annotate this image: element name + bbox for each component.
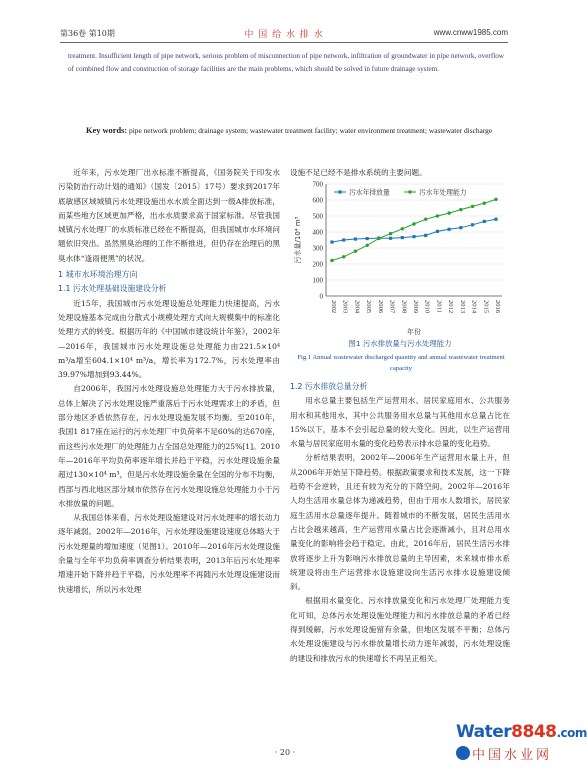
x-tick-label: 2005 — [365, 300, 373, 314]
x-tick-label: 2011 — [435, 300, 443, 313]
brand-water: Water — [456, 722, 512, 742]
data-point — [342, 238, 345, 241]
data-point — [401, 236, 404, 239]
paragraph: 从我国总体来看，污水处理设施建设对污水处理率的增长动力逐年减弱。2002年—2016年，污水处理设施建设速度总体略大于污水处理量的增加速度（见图1）。2010年—2016年污水处理设施余量与全年平均负荷率调查分析结果表明，2013年后污水处理率增速开始下降并趋于平稳，污水处理率不再随污水处理设施建设而快速增长，所以污水处理 — [58, 513, 280, 594]
data-point — [483, 202, 486, 205]
paragraph: 近15年，我国城市污水处理设施总处理能力快速提高，污水处理设施基本完成由分散式小规模处理方式向大规模集中的标准化处理方式的转变。根据历年的《中国城市建设统计年鉴》，2002年—2016年，我国城市污水处理设施总处理能力由221.5×10⁴ m³/a增至604.1×10⁴ m³/a，增长率为172.7%，污水处理率由39.97%增加到93.44%。 — [58, 298, 280, 380]
x-axis-label: 年份 — [407, 328, 421, 336]
section-heading: 1 城市水环境治理方向 — [58, 270, 138, 280]
data-point — [366, 237, 369, 240]
watermark-brand — [456, 722, 587, 742]
keywords — [86, 124, 504, 138]
figure-caption-en: Fig.1 Annual wastewater discharged quantity and annual wastewater treatment capacity — [297, 354, 505, 372]
x-tick-label: 2012 — [447, 300, 455, 314]
x-tick-label: 2014 — [470, 300, 478, 314]
data-point — [483, 220, 486, 223]
legend-marker — [338, 190, 341, 193]
x-tick-label: 2009 — [412, 300, 419, 314]
data-point — [354, 250, 357, 253]
brand-number: 8848 — [511, 722, 557, 742]
page-number: · 20 · — [274, 748, 296, 757]
watermark-subtitle: 中国水业网 — [472, 748, 553, 763]
y-tick-label: 0 — [319, 292, 323, 301]
data-point — [342, 255, 345, 258]
data-point — [389, 232, 392, 235]
data-point — [459, 226, 462, 229]
data-point — [471, 205, 474, 208]
y-tick-label: 300 — [312, 244, 323, 253]
legend-marker — [408, 190, 411, 193]
left-column — [58, 166, 280, 597]
data-point — [389, 237, 392, 240]
figure-caption-zh: 图1 污水排放量与污水处理能力 — [348, 339, 452, 348]
x-tick-label: 2008 — [400, 300, 408, 314]
subsection-heading: 1.1 污水处理基础设施建设分析 — [58, 284, 167, 294]
data-point — [436, 214, 439, 217]
paragraph: 分析结果表明，2002年—2006年生产运营用水量上升，但从2006年开始呈下降趋势。根据政策要求和技术发展，这一下降趋势不会逆转，且还有较为充分的下降空间。2002年—2016年人均生活用水量总体为递减趋势，但由于用水人数增长，居民家庭生活用水总量逐年提升。随着城市的不断发展，居民生活用水占比会越来越高，生产运营用水量占比会逐渐减小，且对总用水量变化的影响将会趋于稳定。由此，2016年后，居民生活污水排放将逐步上升为影响污水排放总量的主导因素，未来城市排水系统建设将由生产运营排水设施建设向生活污水排水设施建设倾斜。 — [290, 453, 510, 592]
y-axis-label: 污水量/10⁴ m³ — [294, 216, 302, 264]
right-column — [290, 380, 510, 666]
x-tick-label: 2015 — [482, 300, 490, 314]
keywords-text: pipe network problem; drainage system; wastewater treatment facility; water environment treatment; wastewater discharge — [129, 126, 493, 135]
volume-issue: 第36卷 第10期 — [60, 29, 115, 38]
data-point — [377, 237, 380, 240]
subsection-heading: 1.2 污水排放总量分析 — [290, 382, 368, 391]
keywords-label: Key words: — [86, 126, 128, 135]
data-point — [494, 218, 497, 221]
data-point — [354, 237, 357, 240]
x-tick-label: 2007 — [388, 300, 396, 314]
y-tick-label: 700 — [312, 180, 323, 189]
data-point — [447, 211, 450, 214]
legend-label: 污水年处理能力 — [419, 188, 467, 197]
data-point — [448, 228, 451, 231]
paragraph: 自2006年，我国污水处理设施总处理能力大于污水排放量，总体上解决了污水处理设施严重落后于污水处理需求上的矛盾，但部分地区矛盾依然存在，污水处理设施发展不均衡。至2010年，我国1 817座在运行的污水处理厂中负荷率不足60%的达670座，而这些污水处理厂的处理能力占全国总处理能力的25%[1]。2010年—2016年平均负荷率逐年增长并趋于平稳，污水处理设施余量超过130×10⁴ m³，但是污水处理设施余量在全国的分布不均衡，西部与西北地区部分城市依然存在污水处理设施总处理能力小于污水排放量的问题。 — [58, 384, 280, 508]
x-tick-label: 2006 — [376, 300, 384, 314]
paragraph: 设施不足已经不是排水系统的主要问题。 — [290, 168, 427, 177]
y-tick-label: 600 — [312, 196, 323, 205]
x-tick-label: 2016 — [494, 300, 501, 314]
data-point — [424, 218, 427, 221]
abstract-tail: treatment. Insufficient length of pipe network, serious problem of misconnection of pipe network, infiltration of groundwater in pipe network, overflow of combined flow and construction of storage facilities are the main problems, which should be solved in future drainage system. — [68, 52, 504, 73]
running-header — [60, 28, 508, 42]
brand-domain: .com — [556, 726, 587, 740]
watermark-logo — [456, 722, 587, 766]
data-point — [365, 244, 368, 247]
x-tick-label: 2003 — [341, 300, 349, 314]
data-point — [412, 222, 415, 225]
data-point — [424, 234, 427, 237]
legend-label: 污水年排放量 — [349, 188, 390, 197]
header-rule — [60, 42, 508, 43]
x-tick-label: 2013 — [458, 300, 466, 314]
data-point — [471, 223, 474, 226]
x-tick-label: 2010 — [423, 300, 431, 314]
y-tick-label: 200 — [312, 260, 323, 269]
x-tick-label: 2002 — [330, 300, 337, 314]
figure-1-chart — [290, 178, 510, 338]
paragraph: 根据用水量变化、污水排放量变化和污水处理厂处理能力变化可知，总体污水处理设施处理能力和污水排放总量的矛盾已经得到缓解，污水处理设施留有余量，但地区发展不平衡；总体污水处理设施建设与污水排放量增长动力逐年减弱，污水处理设施的建设和排放污水的快速增长不再呈正相关。 — [290, 596, 510, 663]
data-point — [494, 198, 497, 201]
globe-icon — [456, 746, 470, 760]
y-tick-label: 500 — [312, 212, 323, 221]
data-point — [436, 230, 439, 233]
data-point — [330, 259, 333, 262]
journal-title: 中 国 给 水 排 水 — [244, 30, 324, 40]
y-tick-label: 100 — [312, 276, 323, 285]
y-tick-label: 400 — [312, 228, 323, 237]
data-point — [412, 235, 415, 238]
data-point — [401, 227, 404, 230]
paragraph: 近年来，污水处理厂出水标准不断提高，《国务院关于印发水污染防治行动计划的通知》（国发〔2015〕17号）要求到2017年底敏感区域城镇污水处理设施出水水质全面达到一级A排放标准，而某些地方区域更加严格，出水水质要求高于国家标准。尽管我国城镇污水处理厂的水质标准已经在不断提高，但我国城市水环境问题依旧突出。虽然黑臭治理的工作不断推进，但仍存在治理后的黑臭水体“逢雨便黑”的状况。 — [58, 168, 280, 263]
data-point — [330, 240, 333, 243]
x-tick-label: 2004 — [353, 300, 361, 314]
paragraph: 用水总量主要包括生产运营用水、居民家庭用水、公共服务用水和其他用水，其中公共服务用水总量与其他用水总量占比在15%以下，基本不会引起总量的较大变化。因此，以生产运营用水量与居民家庭用水量的变化趋势表示排水总量的变化趋势。 — [290, 396, 510, 449]
data-point — [459, 208, 462, 211]
journal-url: www.cnww1985.com — [433, 28, 508, 37]
